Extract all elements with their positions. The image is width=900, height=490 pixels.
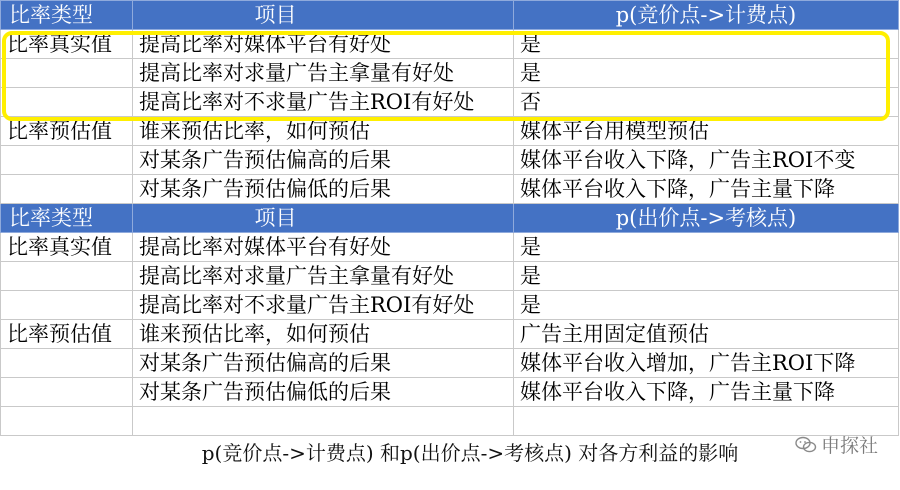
header-cell-type[interactable]: 比率类型 xyxy=(1,1,133,30)
wechat-icon xyxy=(795,436,817,454)
table-cell[interactable]: 比率真实值 xyxy=(1,233,133,262)
table-row xyxy=(1,88,899,117)
table-cell[interactable]: 提高比率对不求量广告主ROI有好处 xyxy=(133,291,514,320)
table-row xyxy=(1,378,899,407)
table-cell[interactable]: 对某条广告预估偏低的后果 xyxy=(133,175,514,204)
header-cell-ratio[interactable]: p(竞价点->计费点) xyxy=(514,1,899,30)
table-row xyxy=(1,233,899,262)
table-cell[interactable]: 比率预估值 xyxy=(1,320,133,349)
table-cell[interactable] xyxy=(1,407,133,436)
table-cell[interactable]: 媒体平台收入下降，广告主ROI不变 xyxy=(514,146,899,175)
table-cell[interactable]: 媒体平台收入下降，广告主量下降 xyxy=(514,378,899,407)
table-row xyxy=(1,30,899,59)
watermark xyxy=(795,431,878,458)
table-cell[interactable] xyxy=(1,291,133,320)
table-row xyxy=(1,349,899,378)
table-cell[interactable]: 是 xyxy=(514,262,899,291)
table-header-row xyxy=(1,204,899,233)
table-cell[interactable]: 是 xyxy=(514,30,899,59)
table-cell[interactable]: 对某条广告预估偏低的后果 xyxy=(133,378,514,407)
table-cell[interactable]: 媒体平台收入增加，广告主ROI下降 xyxy=(514,349,899,378)
header-cell-type[interactable]: 比率类型 xyxy=(1,204,133,233)
header-cell-item[interactable]: 项目 xyxy=(133,204,514,233)
table-row xyxy=(1,146,899,175)
caption-text: p(竞价点->计费点) 和p(出价点->考核点) 对各方利益的影响 xyxy=(201,441,739,465)
table-cell[interactable] xyxy=(133,407,514,436)
table-cell[interactable]: 是 xyxy=(514,59,899,88)
table-row xyxy=(1,59,899,88)
table-cell[interactable]: 广告主用固定值预估 xyxy=(514,320,899,349)
table-cell[interactable]: 媒体平台收入下降，广告主量下降 xyxy=(514,175,899,204)
table-row xyxy=(1,320,899,349)
table-cell[interactable]: 谁来预估比率，如何预估 xyxy=(133,117,514,146)
table-cell[interactable]: 对某条广告预估偏高的后果 xyxy=(133,349,514,378)
table-row xyxy=(1,262,899,291)
table-cell[interactable] xyxy=(1,175,133,204)
table-cell[interactable]: 是 xyxy=(514,291,899,320)
table-cell[interactable] xyxy=(1,262,133,291)
table-header-row xyxy=(1,1,899,30)
table-cell[interactable]: 是 xyxy=(514,233,899,262)
table-cell[interactable]: 提高比率对媒体平台有好处 xyxy=(133,233,514,262)
table-cell[interactable] xyxy=(1,88,133,117)
table-row xyxy=(1,117,899,146)
table-cell[interactable] xyxy=(1,146,133,175)
table-cell[interactable] xyxy=(1,59,133,88)
header-cell-item[interactable]: 项目 xyxy=(133,1,514,30)
table-row xyxy=(1,407,899,436)
table-caption xyxy=(0,437,900,466)
table-cell[interactable]: 提高比率对媒体平台有好处 xyxy=(133,30,514,59)
table-row xyxy=(1,291,899,320)
table-cell[interactable] xyxy=(1,349,133,378)
table-cell[interactable]: 否 xyxy=(514,88,899,117)
table-cell[interactable]: 比率预估值 xyxy=(1,117,133,146)
table-cell[interactable]: 对某条广告预估偏高的后果 xyxy=(133,146,514,175)
table-row xyxy=(1,175,899,204)
table-cell[interactable]: 提高比率对不求量广告主ROI有好处 xyxy=(133,88,514,117)
watermark-text: 申探社 xyxy=(820,435,878,457)
table-cell[interactable]: 提高比率对求量广告主拿量有好处 xyxy=(133,262,514,291)
table-cell[interactable] xyxy=(1,378,133,407)
table-cell[interactable]: 比率真实值 xyxy=(1,30,133,59)
table-cell[interactable]: 提高比率对求量广告主拿量有好处 xyxy=(133,59,514,88)
table-cell[interactable]: 谁来预估比率，如何预估 xyxy=(133,320,514,349)
header-cell-ratio[interactable]: p(出价点->考核点) xyxy=(514,204,899,233)
table-cell[interactable]: 媒体平台用模型预估 xyxy=(514,117,899,146)
